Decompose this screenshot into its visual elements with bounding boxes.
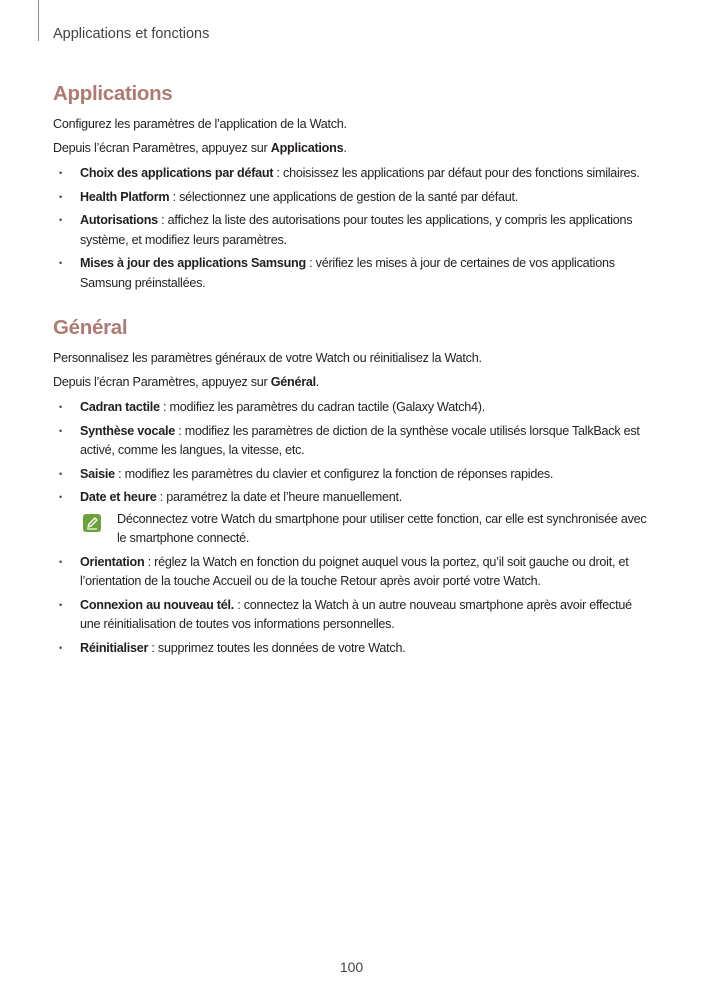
item-desc: : modifiez les paramètres du cadran tactile (Galaxy Watch4). [159, 400, 485, 414]
item-term: Choix des applications par défaut [80, 166, 274, 180]
path-target: Général [270, 375, 316, 389]
header-title: Applications et fonctions [53, 26, 210, 42]
page-content [53, 82, 653, 662]
options-list [53, 164, 653, 293]
list-item [53, 398, 653, 418]
list-item [53, 596, 653, 635]
item-desc: : modifiez les paramètres du clavier et configurez la fonction de réponses rapides. [114, 466, 554, 481]
item-desc: : réglez la Watch en fonction du poignet auquel vous la portez, qu’il soit gauche ou droit, et l’orientation de la touche Accueil ou de la touche Retour après avoir porté votre Watch. [80, 554, 629, 588]
list-item [53, 188, 653, 208]
item-term: Orientation [80, 554, 145, 569]
note-pencil-icon [82, 513, 102, 533]
list-item [53, 422, 653, 461]
item-term: Réinitialiser [80, 640, 149, 655]
item-term: Connexion au nouveau tél. [80, 597, 234, 612]
section-path [53, 374, 653, 391]
item-term: Synthèse vocale [80, 423, 175, 438]
list-item [53, 465, 653, 485]
item-term: Autorisations [80, 213, 158, 227]
path-suffix: . [343, 141, 347, 155]
margin-line [38, 0, 39, 41]
item-desc: : sélectionnez une applications de gestion de la santé par défaut. [169, 189, 519, 204]
options-list [53, 398, 653, 658]
list-item [53, 254, 653, 293]
section-applications [53, 82, 653, 293]
item-term: Date et heure [80, 490, 157, 504]
section-intro: Configurez les paramètres de l’application de la Watch. [53, 117, 347, 131]
item-desc: : vérifiez les mises à jour de certaines de vos applications Samsung préinstallées. [80, 256, 615, 290]
list-item [53, 211, 653, 250]
page-number: 100 [339, 959, 364, 975]
item-term: Saisie [80, 466, 115, 481]
item-term: Mises à jour des applications Samsung [80, 256, 306, 270]
path-prefix: Depuis l’écran Paramètres, appuyez sur [53, 141, 271, 155]
path-suffix: . [315, 375, 320, 389]
item-desc: : supprimez toutes les données de votre Watch. [148, 640, 406, 655]
note-text: Déconnectez votre Watch du smartphone pour utiliser cette fonction, car elle est synchronisée avec le smartphone connecté. [117, 511, 647, 545]
item-desc: : modifiez les paramètres de diction de la synthèse vocale utilisés lorsque TalkBack est activé, comme les langues, la vitesse, etc. [80, 423, 640, 457]
section-title: Applications [53, 82, 173, 105]
list-item [53, 553, 653, 592]
item-term: Cadran tactile [80, 400, 160, 414]
item-desc: : affichez la liste des autorisations pour toutes les applications, y compris les applications système, et modifiez leurs paramètres. [80, 213, 633, 247]
list-item [53, 164, 653, 184]
item-desc: : choisissez les applications par défaut pour des fonctions similaires. [273, 166, 640, 180]
section-path [53, 140, 653, 157]
list-item [53, 488, 653, 548]
item-term: Health Platform [80, 189, 170, 204]
section-title: Général [53, 316, 128, 339]
note [80, 510, 653, 548]
list-item [53, 639, 653, 659]
path-target: Applications [270, 141, 344, 155]
item-desc: : connectez la Watch à un autre nouveau smartphone après avoir effectué une réinitialisation de toutes vos informations personnelles. [80, 597, 632, 631]
section-general [53, 316, 653, 658]
section-intro: Personnalisez les paramètres généraux de votre Watch ou réinitialisez la Watch. [53, 351, 482, 365]
path-prefix: Depuis l’écran Paramètres, appuyez sur [53, 375, 271, 389]
item-desc: : paramétrez la date et l’heure manuellement. [156, 490, 402, 504]
